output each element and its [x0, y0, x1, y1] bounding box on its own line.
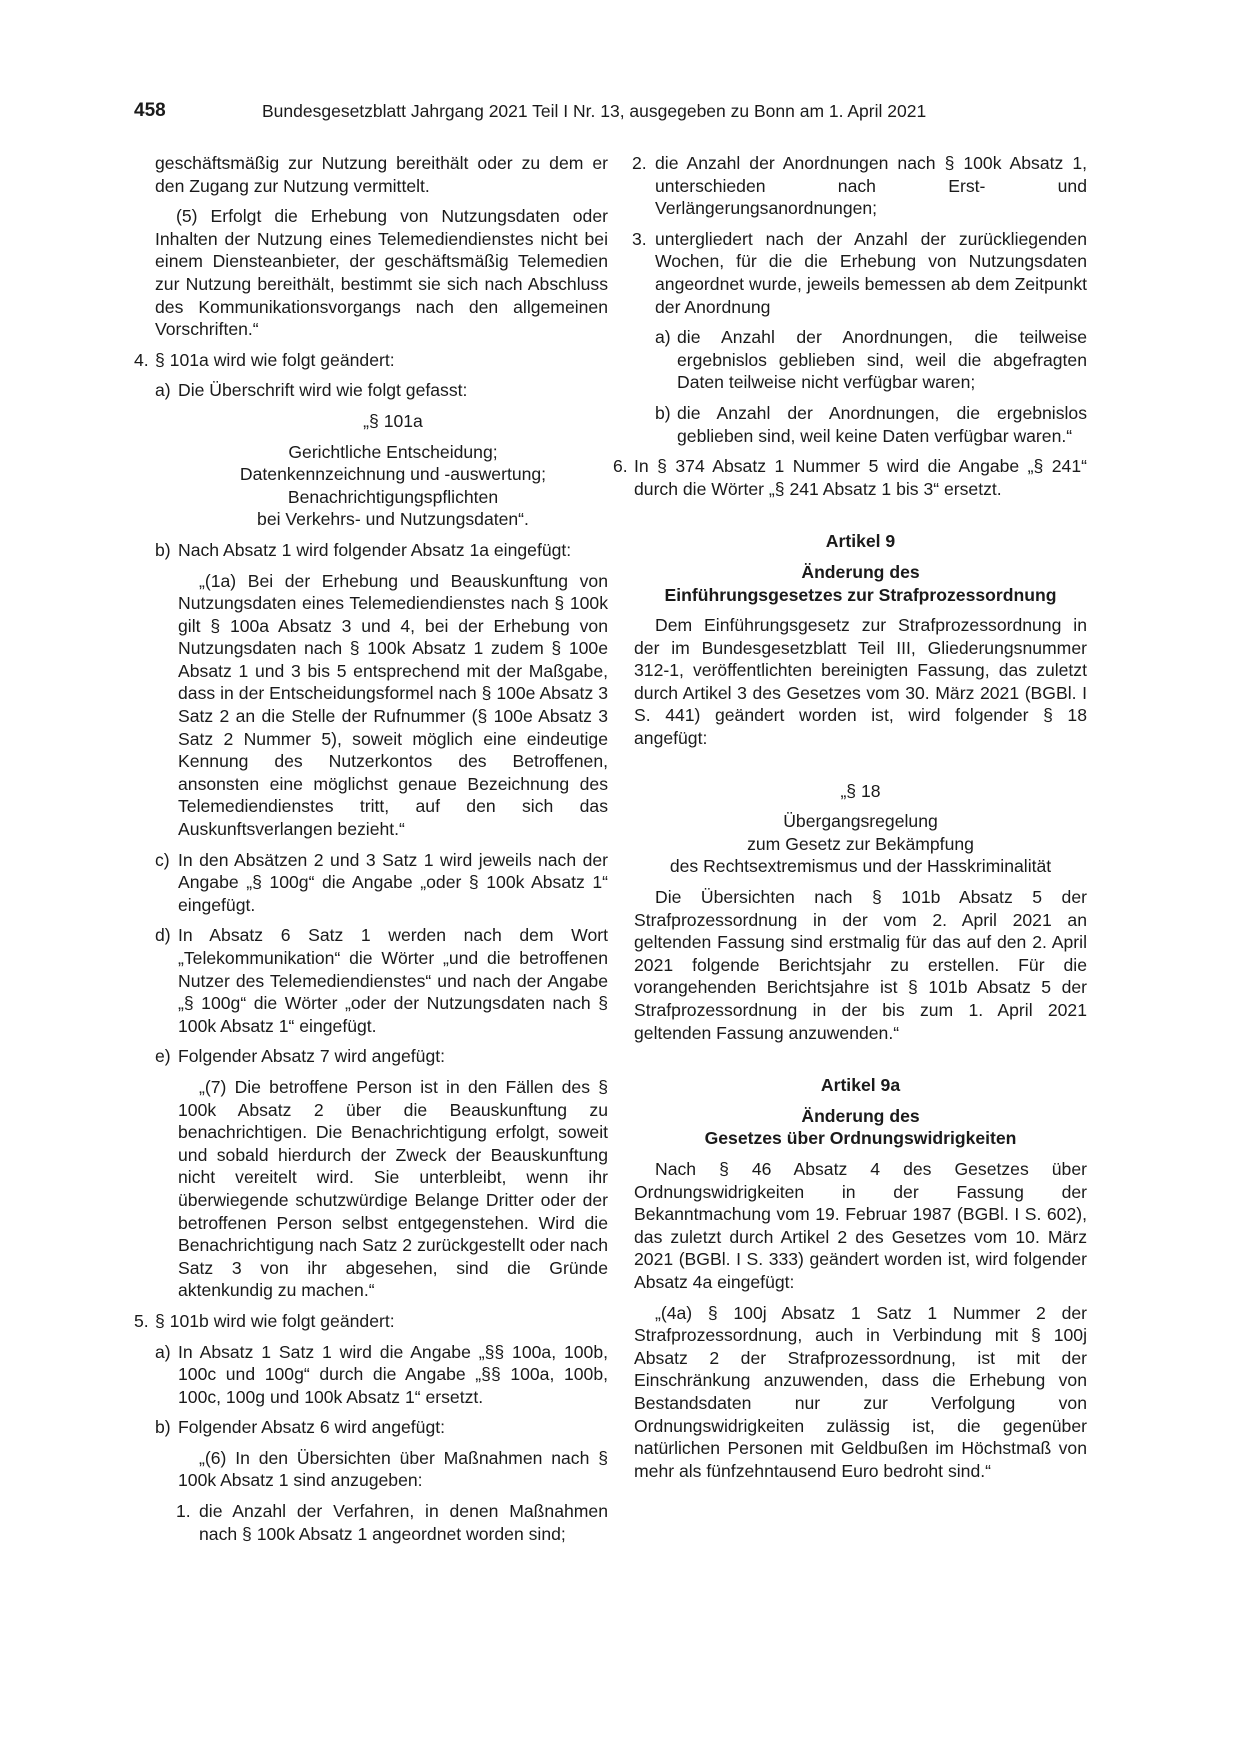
list-text: Folgender Absatz 6 wird angefügt:	[178, 1417, 446, 1438]
section-title-line: zum Gesetz zur Bekämpfung	[747, 833, 974, 854]
article-title: Artikel 9a	[820, 1075, 901, 1096]
list-item-4d	[155, 924, 608, 1037]
list-label: b)	[155, 539, 171, 560]
list-label: 2.	[632, 153, 647, 173]
list-label: 5.	[134, 1310, 149, 1331]
article-heading-line: Einführungsgesetzes zur Strafprozessordnung	[664, 584, 1057, 605]
list-item-4c	[155, 849, 608, 917]
section-title-line: Übergangsregelung	[783, 811, 938, 832]
list-label: 1.	[176, 1501, 191, 1522]
list-text: In den Absätzen 2 und 3 Satz 1 wird jeweils nach der Angabe „§ 100g“ die Angabe „oder § 100k Absatz 1“ eingefügt.	[178, 849, 608, 915]
section-title-line: bei Verkehrs- und Nutzungsdaten“.	[257, 509, 529, 530]
article-heading-line: Gesetzes über Ordnungswidrigkeiten	[704, 1128, 1017, 1149]
list-item-4b	[155, 539, 608, 562]
list-item-4e	[155, 1045, 608, 1068]
list-label: a)	[155, 380, 171, 401]
list-item-5a	[155, 1341, 608, 1409]
list-text: In Absatz 6 Satz 1 werden nach dem Wort „Telekommunikation“ die Wörter „und die betroffenen Nutzer des Telemediendienstes“ und nach der Angabe „§ 100g“ die Wörter „oder der Nutzungsdaten nach § 100k Absatz 1“ eingefügt.	[178, 925, 608, 1036]
list-item-5	[134, 1310, 608, 1333]
list-label: d)	[155, 925, 171, 946]
list-label: 6.	[613, 456, 628, 477]
right-column	[613, 152, 1087, 1482]
section-heading-101a	[178, 410, 608, 531]
list-label: 4.	[134, 349, 149, 370]
running-head: Bundesgesetzblatt Jahrgang 2021 Teil I Nr. 13, ausgegeben zu Bonn am 1. April 2021	[262, 101, 927, 121]
quoted-absatz-7: „(7) Die betroffene Person ist in den Fällen des § 100k Absatz 2 über die Beauskunftung zu benachrichtigen. Die Benachrichtigung erfolgt, soweit und sobald hierdurch der Zweck der Beauskunftung nicht vereitelt wird. Sie unterbleibt, wenn ihr überwiegende schutzwürdige Belange Dritter oder der betroffenen Person selbst entgegenstehen. Wird die Benachrichtigung nach Satz 2 zurückgestellt oder nach Satz 3 von ihr abgesehen, sind die Gründe aktenkundig zu machen.“	[178, 1076, 608, 1301]
sub-item-3b	[655, 402, 1087, 447]
quoted-absatz-1a: „(1a) Bei der Erhebung und Beauskunftung von Nutzungsdaten eines Telemediendienstes nach § 100k gilt § 100a Absatz 3 und 4, bei der Erhebung von Nutzungsdaten nach § 100k Absatz 1 zudem § 100e Absatz 1 und 3 bis 5 entsprechend mit der Maßgabe, dass in der Entscheidungsformel nach § 100e Absatz 3 Satz 2 an die Stelle der Rufnummer (§ 100e Absatz 3 Satz 2 Nummer 5), soweit möglich eine eindeutige Kennung des Nutzerkontos des Betroffenen, ansonsten eine möglichst genaue Bezeichnung des Telemediendienstes tritt, auf den sich das Auskunftsverlangen bezieht.“	[178, 570, 608, 840]
list-label: a)	[155, 1341, 171, 1362]
left-column	[134, 152, 608, 1545]
paragraph-absatz-5: (5) Erfolgt die Erhebung von Nutzungsdaten oder Inhalten der Nutzung eines Telemediendienstes nicht bei einem Diensteanbieter, der geschäftsmäßig Telemedien zur Nutzung bereithält, bestimmt sie sich nach Abschluss des Kommunikationsvorgangs nach den allgemeinen Vorschriften.“	[155, 206, 608, 340]
numbered-item-1	[176, 1500, 608, 1545]
list-text: die Anzahl der Anordnungen, die teilweise ergebnislos geblieben sind, weil die abgefragten Daten teilweise nicht verfügbar waren;	[677, 327, 1087, 393]
numbered-item-3	[632, 228, 1087, 318]
list-text: In § 374 Absatz 1 Nummer 5 wird die Angabe „§ 241“ durch die Wörter „§ 241 Absatz 1 bis 3“ ersetzt.	[634, 456, 1087, 499]
list-text: Die Überschrift wird wie folgt gefasst:	[178, 380, 468, 401]
list-label: c)	[155, 849, 170, 870]
article-9a-paragraph: Nach § 46 Absatz 4 des Gesetzes über Ordnungswidrigkeiten in der Fassung der Bekanntmachung vom 19. Februar 1987 (BGBl. I S. 602), das zuletzt durch Artikel 2 des Gesetzes vom 10. März 2021 (BGBl. I S. 333) geändert worden ist, wird folgender Absatz 4a eingefügt:	[634, 1158, 1087, 1292]
list-text: In Absatz 1 Satz 1 wird die Angabe „§§ 100a, 100b, 100c und 100g“ durch die Angabe „§§ 100a, 100b, 100c, 100g und 100k Absatz 1“ ersetzt.	[178, 1341, 608, 1407]
sub-item-3a	[655, 326, 1087, 394]
quoted-absatz-6: „(6) In den Übersichten über Maßnahmen nach § 100k Absatz 1 sind anzugeben:	[178, 1447, 608, 1491]
list-text: § 101a wird wie folgt geändert:	[155, 349, 395, 370]
section-title-line: Datenkennzeichnung und -auswertung;	[239, 464, 547, 485]
list-item-5b	[155, 1416, 608, 1439]
list-text: die Anzahl der Anordnungen nach § 100k Absatz 1, unterschieden nach Erst- und Verlängerungsanordnungen;	[655, 153, 1087, 219]
page-header	[134, 100, 1124, 126]
section-number: „§ 101a	[363, 410, 423, 431]
section-number: „§ 18	[840, 780, 881, 801]
list-item-4a	[155, 379, 608, 402]
list-item-6	[613, 455, 1087, 500]
section-title-line: Benachrichtigungspflichten	[287, 486, 499, 507]
list-text: untergliedert nach der Anzahl der zurückliegenden Wochen, für die die Erhebung von Nutzungsdaten angeordnet wurde, jeweils bemessen ab dem Zeitpunkt der Anordnung	[655, 228, 1087, 317]
list-label: a)	[655, 327, 671, 348]
article-heading-line: Änderung des	[801, 561, 920, 582]
list-label: b)	[155, 1417, 171, 1438]
list-label: e)	[155, 1046, 171, 1067]
list-label: 3.	[632, 228, 647, 249]
article-title: Artikel 9	[825, 531, 896, 552]
list-text: Folgender Absatz 7 wird angefügt:	[178, 1046, 446, 1067]
section-title-line: Gerichtliche Entscheidung;	[288, 441, 498, 462]
numbered-item-2	[632, 152, 1087, 220]
section-18-paragraph: Die Übersichten nach § 101b Absatz 5 der Strafprozessordnung in der vom 2. April 2021 an geltenden Fassung sind erstmalig für das auf den 2. April 2021 folgende Berichtsjahr zu erstellen. Für die vorangehenden Berichtsjahre ist § 101b Absatz 5 der Strafprozessordnung in der bis zum 1. April 2021 geltenden Fassung anzuwenden.“	[634, 887, 1087, 1043]
list-label: b)	[655, 402, 671, 423]
page-number: 458	[134, 100, 166, 121]
article-heading-line: Änderung des	[801, 1105, 920, 1126]
paragraph-continuation: geschäftsmäßig zur Nutzung bereithält oder zu dem er den Zugang zur Nutzung vermittelt.	[155, 153, 608, 196]
list-text: die Anzahl der Verfahren, in denen Maßnahmen nach § 100k Absatz 1 angeordnet worden sind;	[199, 1501, 608, 1544]
list-text: § 101b wird wie folgt geändert:	[155, 1310, 395, 1331]
section-title-line: des Rechtsextremismus und der Hasskriminalität	[669, 856, 1052, 877]
quoted-absatz-4a: „(4a) § 100j Absatz 1 Satz 1 Nummer 2 der Strafprozessordnung, auch in Verbindung mit § 100j Absatz 2 der Strafprozessordnung, ist mit der Einschränkung anzuwenden, dass die Erhebung von Bestandsdaten nur zur Verfolgung von Ordnungswidrigkeiten zulässig ist, die gegenüber natürlichen Personen mit Geldbußen im Höchstmaß von mehr als fünfzehntausend Euro bedroht sind.“	[634, 1302, 1087, 1481]
article-9-paragraph: Dem Einführungsgesetz zur Strafprozessordnung in der im Bundesgesetzblatt Teil III, Gliederungsnummer 312-1, veröffentlichten bereinigten Fassung, das zuletzt durch Artikel 3 des Gesetzes vom 30. März 2021 (BGBl. I S. 441) geändert worden ist, wird folgender § 18 angefügt:	[634, 615, 1087, 749]
list-text: Nach Absatz 1 wird folgender Absatz 1a eingefügt:	[178, 539, 572, 560]
list-text: die Anzahl der Anordnungen, die ergebnislos geblieben sind, weil keine Daten verfügbar waren.“	[677, 402, 1087, 446]
list-item-4	[134, 349, 608, 372]
